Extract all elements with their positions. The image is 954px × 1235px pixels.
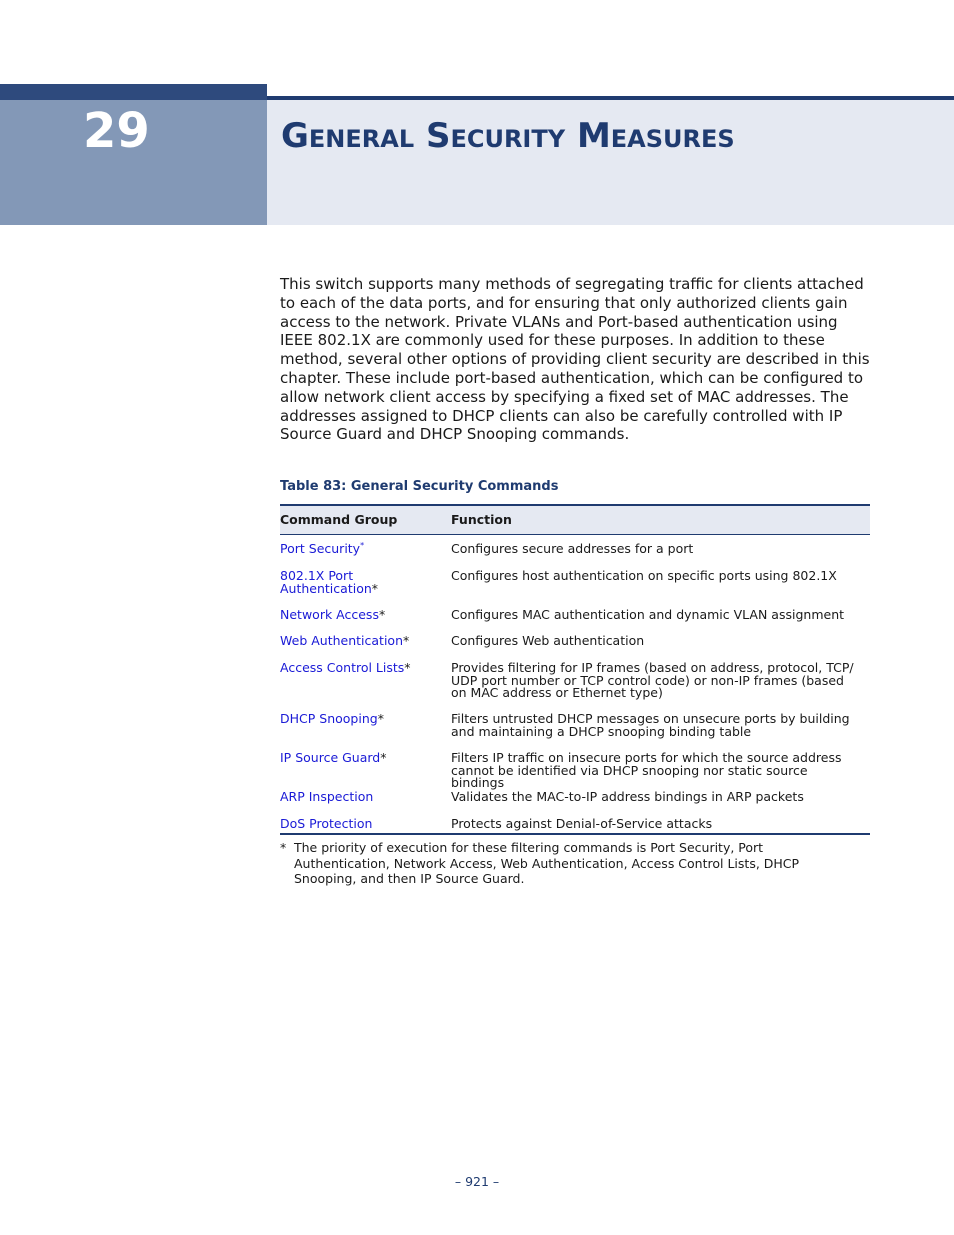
table-row	[280, 787, 870, 814]
footnote-marker: *	[371, 580, 379, 596]
function-cell: Protects against Denial-of-Service attacks	[451, 816, 713, 831]
intro-paragraph: This switch supports many methods of segregating traffic for clients attached to each of the data ports, and for ensuring that only authorized clients gain access to the network. Private VLANs and Port-based authentication using IEEE 802.1X are commonly used for these purposes. In addition to these method, several other options of providing client security are described in this chapter. These include port-based authentication, which can be configured to allow network client access by specifying a fixed set of MAC addresses. The addresses assigned to DHCP clients can also be carefully controlled with IP Source Guard and DHCP Snooping commands.	[280, 275, 870, 444]
footnote-mark: *	[280, 840, 287, 855]
link-web-authentication[interactable]: Web Authentication	[280, 633, 403, 648]
table-footnote	[280, 840, 840, 887]
function-cell: Validates the MAC-to-IP address bindings in ARP packets	[451, 789, 804, 804]
link-ip-source-guard[interactable]: IP Source Guard	[280, 750, 381, 765]
table-row	[280, 605, 870, 631]
table-bottom-rule	[280, 833, 870, 835]
footnote-marker: *	[404, 660, 411, 675]
link-arp-inspection[interactable]: ARP Inspection	[280, 789, 374, 804]
footnote-marker: *	[378, 607, 386, 622]
link-8021x-port-authentication[interactable]: 802.1X Port Authentication	[280, 568, 372, 596]
function-cell: Configures Web authentication	[451, 633, 645, 648]
function-cell: Configures host authentication on specific ports using 802.1X	[451, 568, 837, 583]
link-port-security[interactable]: Port Security	[280, 541, 361, 556]
header-function: Function	[451, 512, 512, 527]
table-row	[280, 539, 870, 566]
chapter-title-rule	[267, 96, 954, 100]
table-row	[280, 748, 870, 790]
footnote-marker: *	[380, 750, 387, 765]
table-row	[280, 709, 870, 748]
chapter-title: General Security Measures	[281, 116, 735, 156]
footnote-marker: *	[360, 540, 365, 550]
table-caption: Table 83: General Security Commands	[280, 479, 559, 494]
link-access-control-lists[interactable]: Access Control Lists	[280, 660, 405, 675]
footnote-marker: *	[377, 711, 384, 726]
link-dhcp-snooping[interactable]: DHCP Snooping	[280, 711, 378, 726]
table-header-row	[280, 504, 870, 535]
function-cell: Filters untrusted DHCP messages on unsecure ports by building and maintaining a DHCP snooping binding table	[451, 711, 850, 739]
table-row	[280, 631, 870, 658]
function-cell: Filters IP traffic on insecure ports for which the source address cannot be identified via DHCP snooping nor static source bindings	[451, 750, 842, 790]
chapter-header-rule	[0, 84, 267, 100]
table-row	[280, 814, 870, 840]
function-cell: Configures secure addresses for a port	[451, 541, 694, 556]
footnote-text: The priority of execution for these filtering commands is Port Security, Port Authentication, Network Access, Web Authentication, Access Control Lists, DHCP Snooping, and then IP Source Guard.	[294, 840, 800, 886]
function-cell: Provides filtering for IP frames (based on address, protocol, TCP/ UDP port number or TCP control code) or non-IP frames (based on MAC address or Ethernet type)	[451, 660, 854, 700]
footnote-marker: *	[403, 633, 410, 648]
table-row	[280, 566, 870, 605]
page-number: – 921 –	[454, 1174, 500, 1189]
link-dos-protection[interactable]: DoS Protection	[280, 816, 373, 831]
header-command-group: Command Group	[280, 512, 398, 527]
table-row	[280, 658, 870, 709]
link-network-access[interactable]: Network Access	[280, 607, 379, 622]
function-cell: Configures MAC authentication and dynamic VLAN assignment	[451, 607, 845, 622]
chapter-number: 29	[83, 103, 150, 159]
security-commands-table	[280, 504, 870, 840]
